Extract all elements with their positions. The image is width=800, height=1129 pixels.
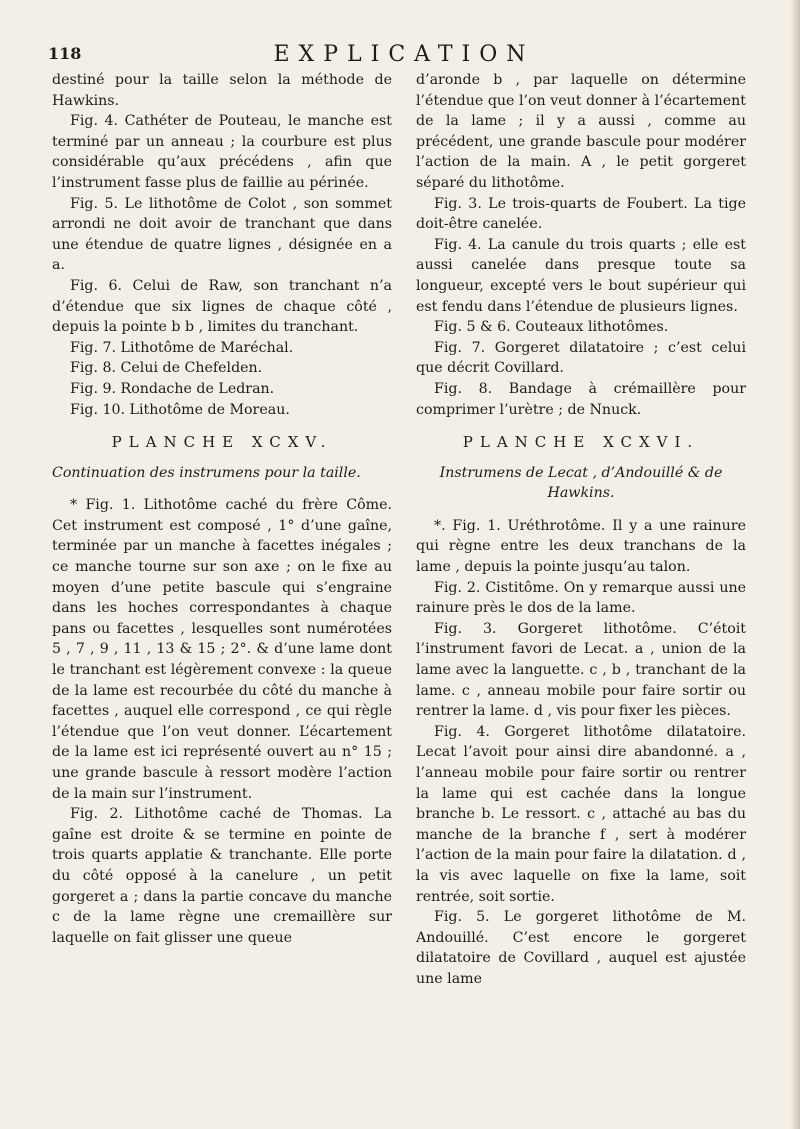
paragraph: destiné pour la taille selon la méthode de Hawkins. [52,72,392,109]
paragraph: Fig. 7. Lithotôme de Maréchal. [70,339,294,356]
paragraph: Fig. 2. Cistitôme. On y remarque aussi une rainure près le dos de la lame. [416,579,746,617]
running-head: EXPLICATION [273,42,535,67]
paragraph: Fig. 7. Gorgeret dilatatoire ; c’est celui que décrit Covillard. [416,339,746,377]
left-column [52,70,392,948]
paragraph: Fig. 5. Le gorgeret lithotôme de M. Andouillé. C’est encore le gorgeret dilatatoire de Covillard , auquel est ajustée une lame [416,909,746,987]
paragraph: Fig. 4. Gorgeret lithotôme dilatatoire. Lecat l’avoit pour ainsi dire abandonné. a , l’anneau mobile pour faire sortir ou rentrer la lame qui est cachée dans la longue branche b. Le ressort. c , attaché au bas du manche de la branche f , sert à modérer l’action de la main pour faire la dilatation. d , la vis avec laquelle on fixe la lame, soit rentrée, soit sortie. [416,723,746,905]
plate-caption: Instrumens de Lecat , d’Andouillé & de Hawkins. [439,464,723,502]
paragraph: Fig. 4. Cathéter de Pouteau, le manche est terminé par un anneau ; la courbure est plus considérable qu’aux précédens , afin que l’instrument fasse plus de faillie au périnée. [52,113,392,191]
page-header [48,42,760,72]
page-edge-shadow [790,0,800,1129]
paragraph: Fig. 10. Lithotôme de Moreau. [70,401,290,418]
paragraph: Fig. 6. Celui de Raw, son tranchant n’a d’étendue que six lignes de chaque côté , depuis la pointe b b , limites du tranchant. [52,277,392,336]
paragraph: Fig. 5 & 6. Couteaux lithotômes. [434,319,669,336]
plate-title: PLANCHE XCXV. [111,433,333,452]
paragraph: *. Fig. 1. Uréthrotôme. Il y a une rainure qui règne entre les deux tranchans de la lame , depuis la pointe jusqu’au talon. [416,517,746,576]
plate-title: PLANCHE XCXVI. [462,433,700,452]
paragraph: Fig. 3. Gorgeret lithotôme. C’étoit l’instrument favori de Lecat. a , union de la lame avec la languette. c , b , tranchant de la lame. c , anneau mobile pour faire sortir ou rentrer la lame. d , vis pour fixer les pièces. [416,620,746,720]
paragraph: Fig. 3. Le trois-quarts de Foubert. La tige doit-être canelée. [416,195,746,233]
plate-caption: Continuation des instrumens pour la taille. [52,464,361,481]
paragraph: d’aronde b , par laquelle on détermine l’étendue que l’on veut donner à l’écartement de la lame ; il y a aussi , comme au précédent, une grande bascule pour modérer l’action de la main. A , le petit gorgeret séparé du lithotôme. [416,72,746,191]
paragraph: Fig. 2. Lithotôme caché de Thomas. La gaîne est droite & se termine en pointe de trois quarts applatie & tranchante. Elle porte du côté opposé à la canelure , un petit gorgeret a ; dans la partie concave du manche c de la lame règne une cremaillère sur laquelle on fait glisser une queue [52,806,392,946]
page-number: 118 [48,44,82,63]
paragraph: Fig. 8. Celui de Chefelden. [70,360,263,377]
paragraph: Fig. 4. La canule du trois quarts ; elle est aussi canelée dans presque toute sa longueur, excepté vers le bout supérieur qui est fendu dans l’étendue de plusieurs lignes. [416,236,746,315]
paragraph: Fig. 9. Rondache de Ledran. [70,380,275,397]
paragraph: Fig. 5. Le lithotôme de Colot , son sommet arrondi ne doit avoir de tranchant que dans une étendue de quatre lignes , désignée en a a. [52,195,392,274]
paragraph: * Fig. 1. Lithotôme caché du frère Côme. Cet instrument est composé , 1° d’une gaîne, terminée par un manche à facettes inégales ; ce manche tourne sur son axe ; on le fixe au moyen d’une petite bascule qui s’engraine dans les hoches correspondantes à chaque pans ou facettes , lesquelles sont numérotées 5 , 7 , 9 , 11 , 13 & 15 ; 2°. & d’une lame dont le tranchant est légèrement convexe : la queue de la lame est recourbée du côté du manche à facettes , auquel elle correspond , ce qui règle l’étendue que l’on veut donner. L’écartement de la lame est ici représenté ouvert au n° 15 ; une grande bascule à ressort modère l’action de la main sur l’instrument. [52,497,392,802]
paragraph: Fig. 8. Bandage à crémaillère pour comprimer l’urètre ; de Nnuck. [416,380,746,418]
right-column [416,70,746,990]
